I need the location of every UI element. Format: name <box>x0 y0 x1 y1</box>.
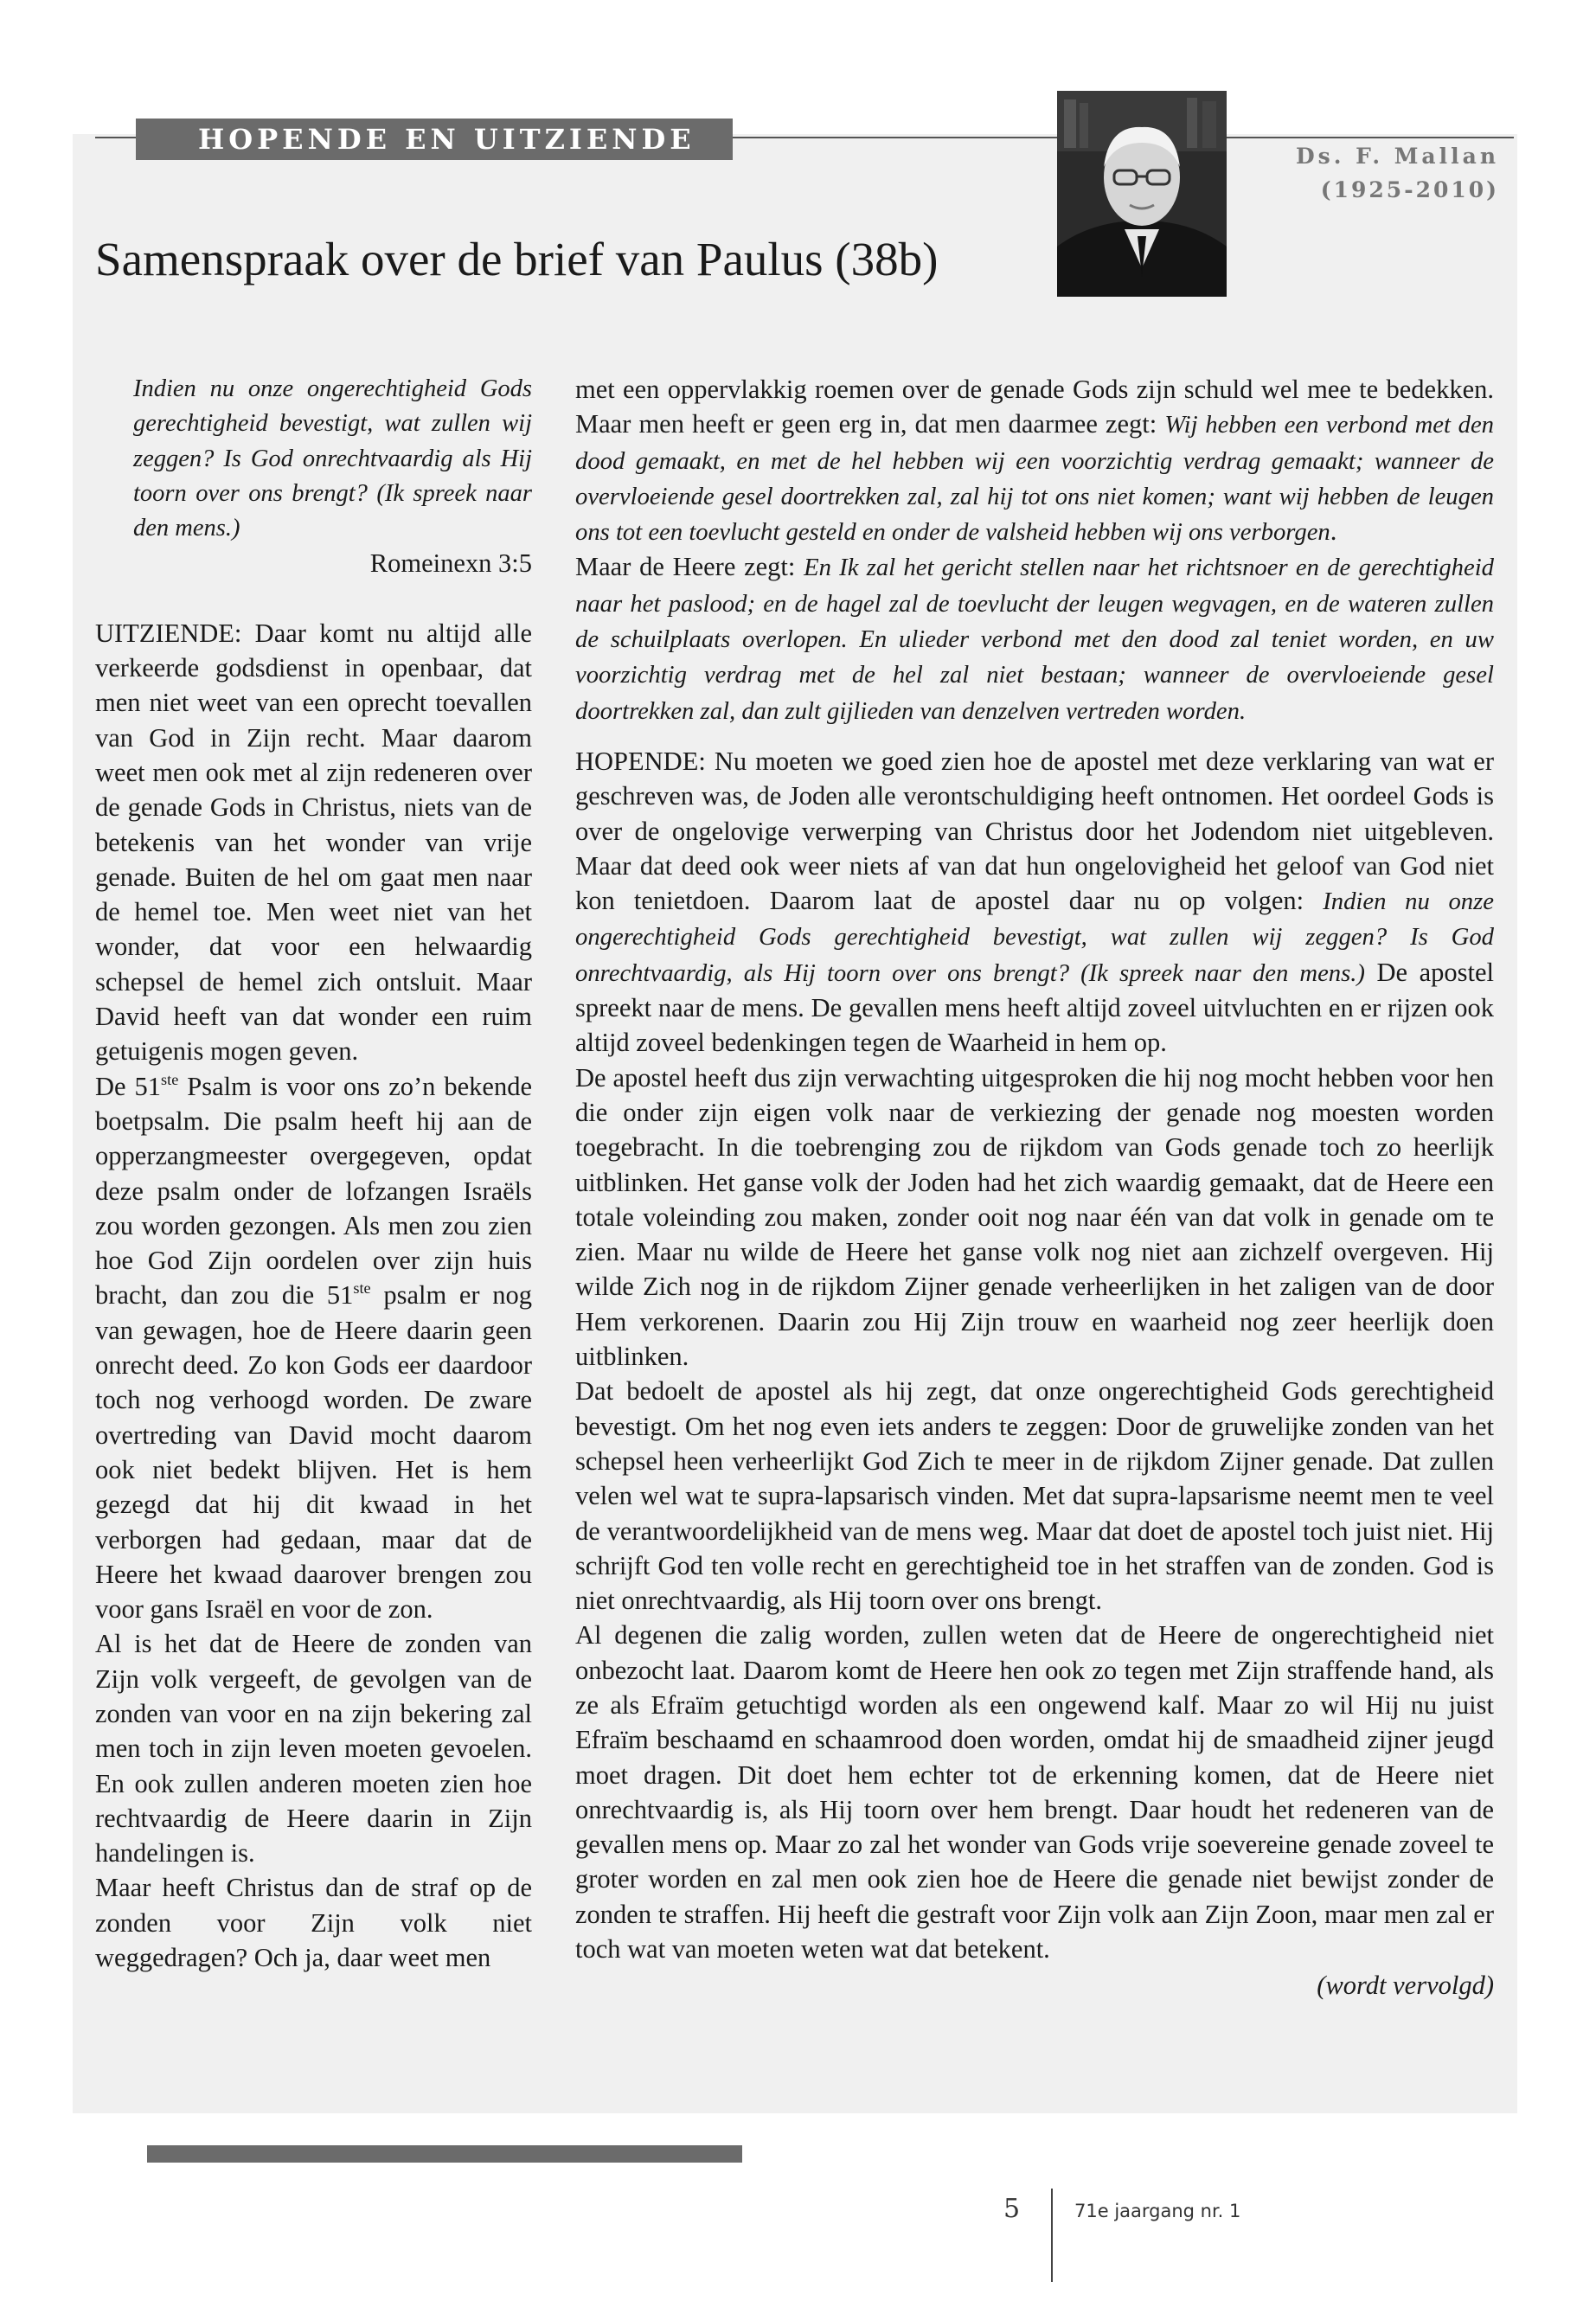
paragraph: De apostel heeft dus zijn verwachting uitgesproken die hij nog mocht hebben voor hen die onder zijn eigen volk naar de verkiezing der genade nog moesten worden toegebracht. In die toebrenging zou de rijkdom van Gods genade toch zo heerlijk uitblinken. Het ganse volk der Joden had het zich waardig gemaakt, dat de Heere een totale voleinding zou maken, zonder ooit nog naar één van dat volk in genade om te zien. Maar nu wilde de Heere het ganse volk nog niet aan zichzelf overgeven. Hij wilde Zich nog in de rijkdom Zijner genade verheerlijken in het zaligen van de door Hem verkorenen. Daarin zou Hij Zijn trouw en waarheid nog zeer heerlijk doen uitblinken. <box>575 1062 1494 1372</box>
paragraph: Maar heeft Christus dan de straf op de zonden voor Zijn volk niet weggedragen? Och ja, daar weet men <box>95 1873 532 1973</box>
right-column <box>575 372 1494 2003</box>
paragraph: Al is het dat de Heere de zonden van Zijn volk vergeeft, de gevolgen van de zonden van voor en na zijn bekering zal men toch in zijn leven moeten gevoelen. En ook zullen anderen moeten zien hoe rechtvaardig de Heere daarin in Zijn handelingen is. <box>95 1629 532 1868</box>
footer-bar <box>147 2145 742 2163</box>
paragraph: HOPENDE: Nu moeten we goed zien hoe de apostel met deze verklaring van wat er geschreven was, de Joden alle verontschuldiging heeft ontnomen. Het oordeel Gods is over de ongelovige verwerping van Christus door het Jodendom niet uitgebleven. Maar dat deed ook weer niets af van dat hun ongelovigheid het geloof van God niet kon tenietdoen. Daarom laat de apostel daar nu op volgen: Indien nu onze ongerechtigheid Gods gerechtigheid bevestigt, wat zullen wij zeggen? Is God onrechtvaardig, als Hij toorn over ons brengt? (Ik spreek naar den mens.) De apostel spreekt naar de mens. De gevallen mens heeft altijd zoveel uitvluchten en er rijzen ook altijd zoveel bedenkingen tegen de Waarheid in hem op. <box>575 746 1494 1058</box>
section-label: HOPENDE EN UITZIENDE <box>136 119 733 160</box>
issue-info: 71e jaargang nr. 1 <box>1074 2201 1241 2221</box>
article-title: Samenspraak over de brief van Paulus (38b) <box>95 233 939 285</box>
paragraph: UITZIENDE: Daar komt nu altijd alle verkeerde godsdienst in openbaar, dat men niet weet van een oprecht toevallen van God in Zijn recht. Maar daarom weet men ook met al zijn redeneren over de genade Gods in Christus, niets van de betekenis van het wonder van vrije genade. Buiten de hel om gaat men naar de hemel toe. Men weet niet van het wonder, dat voor een helwaardig schepsel de hemel zich ontsluit. Maar David heeft van dat wonder een ruim getuigenis mogen geven. <box>95 618 532 1067</box>
continued-note: (wordt vervolgd) <box>1317 1971 1494 2001</box>
left-column <box>95 372 532 1975</box>
paragraph: Al degenen die zalig worden, zullen weten dat de Heere de ongerechtigheid niet onbezocht laat. Daarom komt de Heere hen ook zo tegen met Zijn straffende hand, als ze als Efraïm getuchtigd worden als een ongewend kalf. Maar zo wil Hij nu juist Efraïm beschaamd en schaamrood doen worden, omdat hij de smaadheid zijner jeugd moet dragen. Dit doet hem echter tot de erkenning komen, dat de Heere niet onrechtvaardig is, als Hij toorn over hem brengt. Daar houdt het redeneren van de gevallen mens op. Maar zo zal het wonder van Gods vrije soevereine genade zoveel te groter worden en zal men ook zien hoe de Heere die genade niet bewijst zonder de zonden te straffen. Hij heeft die gestraft voor Zijn volk aan Zijn Zoon, maar men zal er toch wat van moeten weten wat dat betekent. <box>575 1620 1494 1965</box>
page-number: 5 <box>1003 2194 1021 2224</box>
author-years: (1925-2010) <box>1320 177 1499 202</box>
paragraph: De 51ste Psalm is voor ons zo’n bekende boetpsalm. Die psalm heeft hij aan de opperzangmeester overgegeven, opdat deze psalm onder de lofzangen Israëls zou worden gezongen. Als men zou zien hoe God Zijn oordelen over zijn huis bracht, dan zou die 51ste psalm er nog van gewagen, hoe de Heere daarin geen onrecht deed. Zo kon Gods eer daardoor toch nog verhoogd worden. De zware overtreding van David mocht daarom ook niet bedekt blijven. Het is hem gezegd dat hij dit kwaad in het verborgen had gedaan, maar dat de Heere het kwaad daarover brengen zou voor gans Israël en voor de zon. <box>95 1070 532 1625</box>
footer-divider <box>1051 2189 1053 2282</box>
motto-reference: Romeinexn 3:5 <box>369 548 532 579</box>
author-portrait <box>1057 91 1227 297</box>
paragraph: Maar de Heere zegt: En Ik zal het gericht stellen naar het richtsnoer en de gerechtigheid naar het paslood; en de hagel zal de toevlucht der leugen wegvagen, en de wateren zullen de schuilplaats overlopen. En ulieder verbond met den dood zal teniet worden, en uw voorzichtig verdrag met de hel zal niet bestaan; wanneer de overvloeiende gesel doortrekken zal, dan zult gijlieden van denzelven vertreden worden. <box>575 552 1494 725</box>
author-name: Ds. F. Mallan <box>1295 144 1499 169</box>
paragraph: Dat bedoelt de apostel als hij zegt, dat onze ongerechtigheid Gods gerechtigheid bevestigt. Om het nog even iets anders te zeggen: Door de gruwelijke zonden van het schepsel heen verheerlijkt God Zich te meer in de rijkdom Zijner genade. Dat zullen velen wel wat te supra-lapsarisch vinden. Met dat supra-lapsarisme neemt men te veel de verantwoordelijkheid van de mens weg. Maar dat doet de apostel toch juist niet. Hij schrijft God ten volle recht en gerechtigheid toe in het straffen van de zonden. God is niet onrechtvaardig, als Hij toorn over ons brengt. <box>575 1376 1494 1616</box>
paragraph: met een oppervlakkig roemen over de genade Gods zijn schuld wel mee te bedekken. Maar men heeft er geen erg in, dat men daarmee zegt: Wij hebben een verbond met den dood gemaakt, en met de hel hebben wij een voorzichtig verdrag gemaakt; wanneer de overvloeiende gesel doortrekken zal, zal hij tot ons niet komen; want wij hebben de leugen ons tot een toevlucht gesteld en onder de valsheid hebben wij ons verborgen. <box>575 375 1495 547</box>
motto-text: Indien nu onze ongerechtigheid Gods gerechtigheid bevestigt, wat zullen wij zeggen? Is God onrechtvaardig als Hij toorn over ons brengt? (Ik spreek naar den mens.) <box>133 375 532 542</box>
motto <box>95 372 532 581</box>
